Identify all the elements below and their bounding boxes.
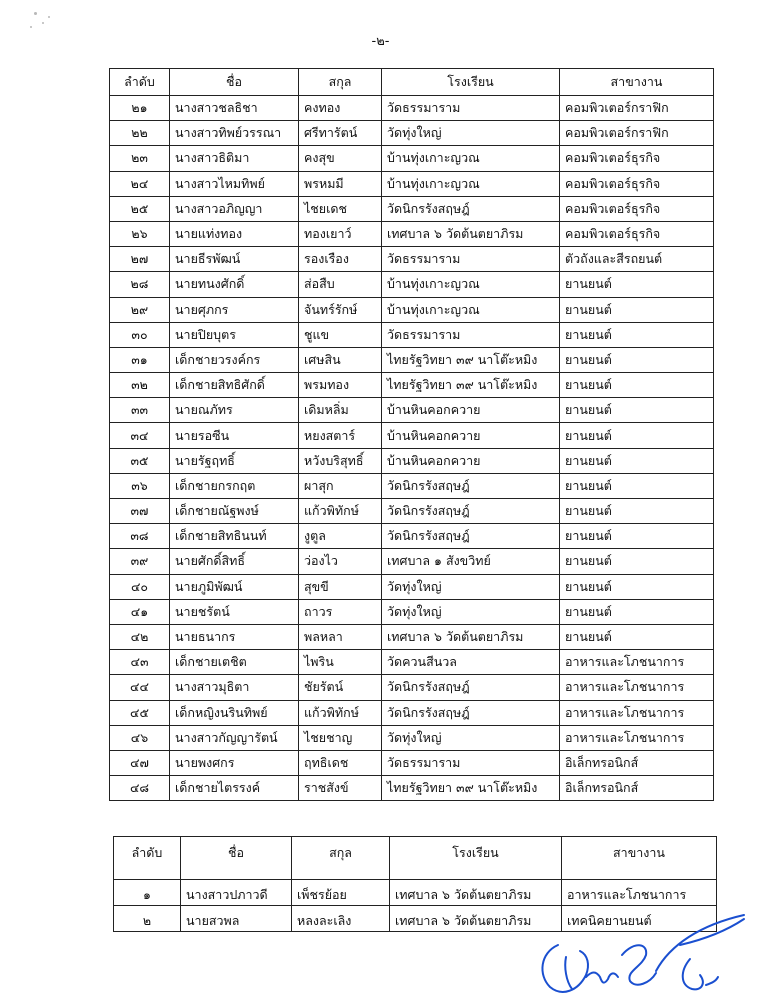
cell-first-name: นายปิยบุตร — [170, 322, 299, 347]
cell-school: เทศบาล ๑ สังขวิทย์ — [382, 549, 560, 574]
cell-order: ๓๘ — [110, 524, 170, 549]
cell-order: ๓๕ — [110, 448, 170, 473]
cell-major: ยานยนต์ — [560, 423, 714, 448]
cell-major: ยานยนต์ — [560, 448, 714, 473]
table-header-row — [110, 69, 714, 96]
cell-surname: ชูแข — [299, 322, 382, 347]
cell-school: ไทยรัฐวิทยา ๓๙ นาโต๊ะหมิง — [382, 347, 560, 372]
cell-school: วัดทุ่งใหญ่ — [382, 599, 560, 624]
header-first-name: ชื่อ — [170, 69, 299, 96]
cell-major: ยานยนต์ — [560, 499, 714, 524]
table-row — [110, 121, 714, 146]
cell-major: คอมพิวเตอร์ธุรกิจ — [560, 196, 714, 221]
cell-major: อาหารและโภชนาการ — [560, 725, 714, 750]
cell-school: วัดธรรมาราม — [382, 750, 560, 775]
cell-surname: หวังบริสุทธิ์ — [299, 448, 382, 473]
cell-first-name: นายธนากร — [170, 624, 299, 649]
cell-school: บ้านทุ่งเกาะญวณ — [382, 146, 560, 171]
cell-surname: รองเรือง — [299, 247, 382, 272]
table-row — [110, 398, 714, 423]
cell-first-name: เด็กชายเตชิต — [170, 650, 299, 675]
cell-major: ยานยนต์ — [560, 272, 714, 297]
cell-school: วัดธรรมาราม — [382, 322, 560, 347]
cell-surname: ไชยเดช — [299, 196, 382, 221]
table-row — [110, 196, 714, 221]
cell-first-name: เด็กชายกรกฤต — [170, 473, 299, 498]
scan-speck — [30, 26, 32, 28]
cell-major: ยานยนต์ — [560, 549, 714, 574]
cell-school: วัดนิกรรังสฤษฎ์ — [382, 700, 560, 725]
cell-order: ๒๓ — [110, 146, 170, 171]
cell-major: อาหารและโภชนาการ — [560, 650, 714, 675]
cell-order: ๔๘ — [110, 776, 170, 801]
cell-surname: พรมทอง — [299, 373, 382, 398]
cell-first-name: นางสาวชลธิชา — [170, 96, 299, 121]
cell-school: วัดนิกรรังสฤษฎ์ — [382, 675, 560, 700]
header-surname: สกุล — [299, 69, 382, 96]
cell-order: ๔๕ — [110, 700, 170, 725]
table-row — [110, 599, 714, 624]
table-row — [110, 448, 714, 473]
header-school: โรงเรียน — [382, 69, 560, 96]
cell-school: บ้านหินคอกควาย — [382, 423, 560, 448]
table-row — [110, 574, 714, 599]
cell-surname: ผาสุก — [299, 473, 382, 498]
cell-school: ไทยรัฐวิทยา ๓๙ นาโต๊ะหมิง — [382, 373, 560, 398]
cell-major: ยานยนต์ — [560, 473, 714, 498]
table-row — [110, 96, 714, 121]
cell-order: ๒๙ — [110, 297, 170, 322]
cell-school: บ้านหินคอกควาย — [382, 448, 560, 473]
cell-major: อาหารและโภชนาการ — [560, 700, 714, 725]
cell-major: ยานยนต์ — [560, 574, 714, 599]
table-row — [110, 650, 714, 675]
cell-school: วัดธรรมาราม — [382, 96, 560, 121]
cell-school: บ้านหินคอกควาย — [382, 398, 560, 423]
signature-strokes — [542, 915, 744, 992]
cell-surname: แก้วพิทักษ์ — [299, 499, 382, 524]
cell-surname: เพ็ชรย้อย — [292, 880, 390, 906]
cell-first-name: นายชรัตน์ — [170, 599, 299, 624]
table-row — [110, 146, 714, 171]
cell-surname: สุขขี — [299, 574, 382, 599]
cell-surname: ชัยรัตน์ — [299, 675, 382, 700]
cell-first-name: เด็กชายณัฐพงษ์ — [170, 499, 299, 524]
header-first-name: ชื่อ — [181, 837, 292, 880]
table-row — [110, 347, 714, 372]
cell-surname: ถาวร — [299, 599, 382, 624]
cell-order: ๓๓ — [110, 398, 170, 423]
cell-major: ยานยนต์ — [560, 398, 714, 423]
cell-order: ๔๑ — [110, 599, 170, 624]
cell-major: ยานยนต์ — [560, 524, 714, 549]
cell-major: คอมพิวเตอร์ธุรกิจ — [560, 221, 714, 246]
table-row — [110, 675, 714, 700]
cell-surname: เศษสิน — [299, 347, 382, 372]
cell-first-name: นางสาวธิติมา — [170, 146, 299, 171]
header-surname: สกุล — [292, 837, 390, 880]
cell-school: เทศบาล ๖ วัดต้นตยาภิรม — [390, 906, 562, 932]
cell-school: วัดทุ่งใหญ่ — [382, 725, 560, 750]
cell-order: ๒ — [114, 906, 181, 932]
cell-major: อาหารและโภชนาการ — [560, 675, 714, 700]
table-row — [110, 624, 714, 649]
cell-school: วัดนิกรรังสฤษฎ์ — [382, 499, 560, 524]
cell-order: ๓๐ — [110, 322, 170, 347]
cell-order: ๒๗ — [110, 247, 170, 272]
table-row — [110, 549, 714, 574]
cell-major: ยานยนต์ — [560, 322, 714, 347]
header-major: สาขางาน — [562, 837, 717, 880]
cell-first-name: นายศักดิ์สิทธิ์ — [170, 549, 299, 574]
cell-first-name: นายทนงศักดิ์ — [170, 272, 299, 297]
cell-surname: ว่องไว — [299, 549, 382, 574]
header-school: โรงเรียน — [390, 837, 562, 880]
cell-first-name: นายธีรพัฒน์ — [170, 247, 299, 272]
cell-major: อิเล็กทรอนิกส์ — [560, 776, 714, 801]
cell-surname: ราชสังข์ — [299, 776, 382, 801]
cell-order: ๓๑ — [110, 347, 170, 372]
table-row — [110, 700, 714, 725]
cell-first-name: นายแท่งทอง — [170, 221, 299, 246]
cell-school: บ้านทุ่งเกาะญวณ — [382, 171, 560, 196]
cell-order: ๓๙ — [110, 549, 170, 574]
cell-surname: งูตูล — [299, 524, 382, 549]
table-row — [110, 171, 714, 196]
cell-major: อิเล็กทรอนิกส์ — [560, 750, 714, 775]
table-header-row — [114, 837, 717, 880]
cell-order: ๒๔ — [110, 171, 170, 196]
cell-order: ๔๗ — [110, 750, 170, 775]
cell-major: คอมพิวเตอร์กราฟิก — [560, 121, 714, 146]
table-row — [110, 373, 714, 398]
cell-order: ๒๒ — [110, 121, 170, 146]
cell-first-name: นางสาวอภิญญา — [170, 196, 299, 221]
cell-major: คอมพิวเตอร์ธุรกิจ — [560, 171, 714, 196]
cell-first-name: นางสาวไหมทิพย์ — [170, 171, 299, 196]
scan-speck — [34, 12, 37, 15]
cell-first-name: นายสวพล — [181, 906, 292, 932]
cell-order: ๔๔ — [110, 675, 170, 700]
cell-first-name: เด็กหญิงนรินทิพย์ — [170, 700, 299, 725]
cell-major: ยานยนต์ — [560, 624, 714, 649]
cell-first-name: นางสาวปภาวดี — [181, 880, 292, 906]
cell-order: ๓๔ — [110, 423, 170, 448]
table-row — [110, 776, 714, 801]
cell-surname: คงสุข — [299, 146, 382, 171]
cell-first-name: เด็กชายไตรรงค์ — [170, 776, 299, 801]
cell-first-name: นางสาวทิพย์วรรณา — [170, 121, 299, 146]
cell-surname: จันทร์รักษ์ — [299, 297, 382, 322]
cell-surname: ทองเยาว์ — [299, 221, 382, 246]
header-major: สาขางาน — [560, 69, 714, 96]
table-row — [114, 880, 717, 906]
cell-order: ๔๐ — [110, 574, 170, 599]
cell-surname: พลหลา — [299, 624, 382, 649]
cell-major: ยานยนต์ — [560, 373, 714, 398]
header-order: ลำดับ — [114, 837, 181, 880]
table-row — [110, 473, 714, 498]
cell-school: วัดธรรมาราม — [382, 247, 560, 272]
cell-first-name: เด็กชายวรงค์กร — [170, 347, 299, 372]
cell-school: เทศบาล ๖ วัดต้นตยาภิรม — [382, 221, 560, 246]
cell-school: เทศบาล ๖ วัดต้นตยาภิรม — [390, 880, 562, 906]
cell-order: ๔๖ — [110, 725, 170, 750]
cell-school: ไทยรัฐวิทยา ๓๙ นาโต๊ะหมิง — [382, 776, 560, 801]
cell-surname: ส่อสืบ — [299, 272, 382, 297]
cell-order: ๒๑ — [110, 96, 170, 121]
cell-order: ๓๒ — [110, 373, 170, 398]
cell-surname: ไชยชาญ — [299, 725, 382, 750]
cell-major: คอมพิวเตอร์กราฟิก — [560, 96, 714, 121]
handwritten-signature — [530, 905, 755, 1005]
cell-school: เทศบาล ๖ วัดต้นตยาภิรม — [382, 624, 560, 649]
cell-first-name: นางสาวมุธิตา — [170, 675, 299, 700]
cell-major: อาหารและโภชนาการ — [562, 880, 717, 906]
cell-major: คอมพิวเตอร์ธุรกิจ — [560, 146, 714, 171]
cell-first-name: เด็กชายสิทธินนท์ — [170, 524, 299, 549]
cell-first-name: นายณภัทร — [170, 398, 299, 423]
cell-school: วัดนิกรรังสฤษฎ์ — [382, 524, 560, 549]
cell-surname: ศรีทารัตน์ — [299, 121, 382, 146]
cell-major: ยานยนต์ — [560, 347, 714, 372]
header-order: ลำดับ — [110, 69, 170, 96]
cell-order: ๒๖ — [110, 221, 170, 246]
cell-first-name: นายรัฐฤทธิ์ — [170, 448, 299, 473]
cell-surname: หยงสตาร์ — [299, 423, 382, 448]
cell-first-name: นายศุภกร — [170, 297, 299, 322]
table-row — [110, 272, 714, 297]
cell-order: ๒๘ — [110, 272, 170, 297]
cell-school: วัดควนสีนวล — [382, 650, 560, 675]
table-row — [110, 750, 714, 775]
cell-surname: แก้วพิทักษ์ — [299, 700, 382, 725]
page-number: -๒- — [371, 34, 390, 49]
scan-speck — [48, 16, 50, 18]
cell-school: บ้านทุ่งเกาะญวณ — [382, 272, 560, 297]
cell-surname: ฤทธิเดช — [299, 750, 382, 775]
table-row — [110, 322, 714, 347]
table-row — [110, 297, 714, 322]
cell-order: ๑ — [114, 880, 181, 906]
cell-school: วัดนิกรรังสฤษฎ์ — [382, 473, 560, 498]
table-row — [110, 725, 714, 750]
cell-school: วัดทุ่งใหญ่ — [382, 121, 560, 146]
cell-school: วัดนิกรรังสฤษฎ์ — [382, 196, 560, 221]
table-row — [110, 499, 714, 524]
cell-school: บ้านทุ่งเกาะญวณ — [382, 297, 560, 322]
table-row — [110, 247, 714, 272]
table-row — [110, 423, 714, 448]
cell-first-name: นายรอซีน — [170, 423, 299, 448]
students-table-main — [109, 68, 714, 801]
cell-surname: เดิมหลิ่ม — [299, 398, 382, 423]
cell-order: ๒๕ — [110, 196, 170, 221]
cell-major: ยานยนต์ — [560, 297, 714, 322]
cell-first-name: เด็กชายสิทธิศักดิ์ — [170, 373, 299, 398]
table-row — [110, 221, 714, 246]
cell-first-name: นางสาวกัญญารัตน์ — [170, 725, 299, 750]
cell-order: ๓๗ — [110, 499, 170, 524]
scan-speck — [42, 22, 44, 24]
cell-surname: ไพริน — [299, 650, 382, 675]
table-row — [110, 524, 714, 549]
cell-major: เทคนิคยานยนต์ — [562, 906, 717, 932]
cell-surname: คงทอง — [299, 96, 382, 121]
cell-first-name: นายภูมิพัฒน์ — [170, 574, 299, 599]
cell-first-name: นายพงศกร — [170, 750, 299, 775]
cell-surname: พรหมมี — [299, 171, 382, 196]
cell-order: ๔๓ — [110, 650, 170, 675]
cell-major: ตัวถังและสีรถยนต์ — [560, 247, 714, 272]
cell-major: ยานยนต์ — [560, 599, 714, 624]
cell-order: ๔๒ — [110, 624, 170, 649]
cell-order: ๓๖ — [110, 473, 170, 498]
cell-school: วัดทุ่งใหญ่ — [382, 574, 560, 599]
cell-surname: หลงละเลิง — [292, 906, 390, 932]
